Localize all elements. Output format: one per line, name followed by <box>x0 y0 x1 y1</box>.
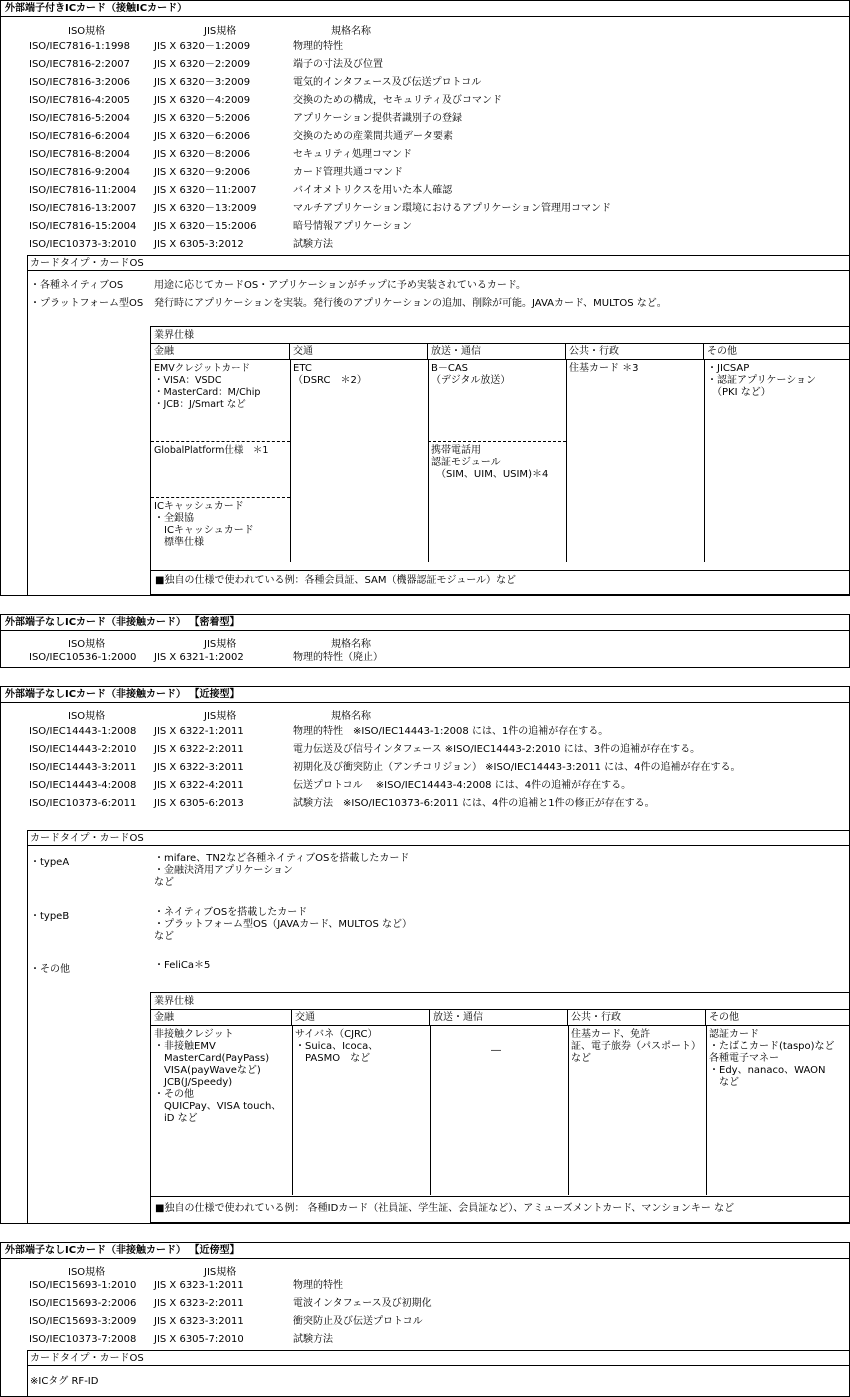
iso-code: ISO/IEC7816-6:2004 <box>29 131 131 142</box>
card-type-label: ・各種ネイティブOS <box>30 280 124 291</box>
section-contact-ic-card <box>0 0 850 596</box>
iso-code: ISO/IEC14443-2:2010 <box>29 744 137 755</box>
standard-name: 物理的特性（廃止） <box>293 652 383 663</box>
industry-spec-table <box>150 992 850 1223</box>
ic-tag-note: ※ICタグ RF-ID <box>30 1376 99 1387</box>
standard-name: 端子の寸法及び位置 <box>293 59 383 70</box>
finance-contactless-credit: 非接触クレジット ・非接触EMV MasterCard(PayPass) VISA(payWaveなど) JCB(J/Speedy) ・その他 QUICPay、VISA touch、 iD など <box>154 1029 282 1124</box>
standard-name: 交換のための産業間共通データ要素 <box>293 131 453 142</box>
broadcast-bcas: B－CAS （デジタル放送） <box>431 363 511 386</box>
section-title: 外部端子なしICカード（非接触カード） 【近接型】 <box>1 687 849 703</box>
iso-code: ISO/IEC7816-4:2005 <box>29 95 131 106</box>
standard-name: 物理的特性 <box>293 1280 343 1291</box>
jis-code: JIS X 6320－9:2006 <box>154 167 251 178</box>
iso-code: ISO/IEC15693-3:2009 <box>29 1316 137 1327</box>
name-col-header: 規格名称 <box>331 711 371 722</box>
card-type-desc: 発行時にアプリケーションを実装。発行後のアプリケーションの追加、削除が可能。JAVAカード、MULTOS など。 <box>154 298 667 309</box>
industry-spec-title: 業界仕様 <box>151 993 849 1010</box>
jis-code: JIS X 6322-2:2011 <box>154 744 244 755</box>
col-other: その他 <box>709 1012 739 1023</box>
section-title: 外部端子なしICカード（非接触カード） 【近傍型】 <box>1 1243 849 1259</box>
finance-globalplatform: GlobalPlatform仕様 ＊1 <box>154 445 269 456</box>
jis-col-header: JIS規格 <box>204 711 237 722</box>
jis-code: JIS X 6320－1:2009 <box>154 41 251 52</box>
other-auth-emoney: 認証カード ・たばこカード(taspo)など 各種電子マネー ・Edy、nanaco、WAON など <box>709 1029 835 1088</box>
jis-code: JIS X 6320－13:2009 <box>154 203 257 214</box>
jis-col-header: JIS規格 <box>204 639 237 650</box>
card-type-os-panel <box>27 255 850 595</box>
col-broadcast: 放送・通信 <box>428 344 566 359</box>
card-type-desc: ・mifare、TN2など各種ネイティブOSを搭載したカード ・金融決済用アプリケーション など <box>154 853 410 888</box>
iso-code: ISO/IEC7816-11:2004 <box>29 185 137 196</box>
iso-code: ISO/IEC7816-2:2007 <box>29 59 131 70</box>
standard-name: 衝突防止及び伝送プロトコル <box>293 1316 423 1327</box>
iso-code: ISO/IEC7816-1:1998 <box>29 41 131 52</box>
broadcast-none: ― <box>491 1045 501 1056</box>
standard-name: カード管理共通コマンド <box>293 167 403 178</box>
col-transport: 交通 <box>290 344 428 359</box>
card-type-os-header: カードタイプ・カードOS <box>28 831 850 846</box>
standard-name: 初期化及び衝突防止（アンチコリジョン） ※ISO/IEC14443-3:2011 には、4件の追補が存在する。 <box>293 762 741 773</box>
section-contactless-vicinity <box>0 1242 850 1397</box>
standard-name: アプリケーション提供者識別子の登録 <box>293 113 462 124</box>
jis-code: JIS X 6322-1:2011 <box>154 726 244 737</box>
jis-code: JIS X 6320－6:2006 <box>154 131 251 142</box>
iso-code: ISO/IEC14443-1:2008 <box>29 726 137 737</box>
jis-code: JIS X 6321-1:2002 <box>154 652 244 663</box>
card-type-desc: ・ネイティブOSを搭載したカード ・プラットフォーム型OS（JAVAカード、MULTOS など） など <box>154 907 412 942</box>
jis-code: JIS X 6320－15:2006 <box>154 221 257 232</box>
jis-code: JIS X 6320－11:2007 <box>154 185 257 196</box>
jis-code: JIS X 6323-1:2011 <box>154 1280 244 1291</box>
jis-code: JIS X 6320－4:2009 <box>154 95 251 106</box>
jis-code: JIS X 6322-4:2011 <box>154 780 244 791</box>
standard-name: 物理的特性 ※ISO/IEC14443-1:2008 には、1件の追補が存在する。 <box>293 726 609 737</box>
col-broadcast: 放送・通信 <box>430 1010 568 1025</box>
iso-code: ISO/IEC7816-8:2004 <box>29 149 131 160</box>
card-type-label: ・プラットフォーム型OS <box>30 298 144 309</box>
col-transport: 交通 <box>292 1010 430 1025</box>
card-type-os-panel <box>27 1350 850 1397</box>
standard-name: 物理的特性 <box>293 41 343 52</box>
transport-etc: ETC （DSRC ＊2） <box>293 363 367 386</box>
card-type-desc: 用途に応じてカードOS・アプリケーションがチップに予め実装されているカード。 <box>154 280 527 291</box>
jis-col-header: JIS規格 <box>204 26 237 37</box>
standard-name: 伝送プロトコル ※ISO/IEC14443-4:2008 には、4件の追補が存在する。 <box>293 780 632 791</box>
iso-code: ISO/IEC10373-7:2008 <box>29 1334 137 1345</box>
iso-code: ISO/IEC15693-1:2010 <box>29 1280 137 1291</box>
col-finance: 金融 <box>151 1010 292 1025</box>
card-type-label: ・その他 <box>30 964 70 975</box>
industry-spec-columns <box>151 344 849 360</box>
iso-col-header: ISO規格 <box>68 711 106 722</box>
jis-code: JIS X 6305-3:2012 <box>154 239 244 250</box>
jis-code: JIS X 6323-2:2011 <box>154 1298 244 1309</box>
card-type-label: ・typeA <box>30 857 70 868</box>
industry-spec-title: 業界仕様 <box>151 327 849 344</box>
iso-code: ISO/IEC7816-5:2004 <box>29 113 131 124</box>
iso-code: ISO/IEC10373-6:2011 <box>29 798 137 809</box>
card-type-os-header: カードタイプ・カードOS <box>28 256 850 271</box>
col-other: その他 <box>707 346 737 357</box>
iso-col-header: ISO規格 <box>68 26 106 37</box>
other-jicsap: ・JICSAP ・認証アプリケーション （PKI など） <box>707 363 816 398</box>
jis-code: JIS X 6320－3:2009 <box>154 77 251 88</box>
iso-code: ISO/IEC7816-9:2004 <box>29 167 131 178</box>
name-col-header: 規格名称 <box>331 26 371 37</box>
card-type-desc: ・FeliCa＊5 <box>154 960 211 971</box>
standard-name: 電波インタフェース及び初期化 <box>293 1298 432 1309</box>
iso-code: ISO/IEC7816-15:2004 <box>29 221 137 232</box>
iso-code: ISO/IEC14443-4:2008 <box>29 780 137 791</box>
jis-code: JIS X 6323-3:2011 <box>154 1316 244 1327</box>
standard-name: 電気的インタフェース及び伝送プロトコル <box>293 77 482 88</box>
transport-cybernet: サイバネ（CJRC） ・Suica、Icoca、 PASMO など <box>295 1029 379 1064</box>
iso-col-header: ISO規格 <box>68 1267 106 1278</box>
standard-name: 試験方法 ※ISO/IEC10373-6:2011 には、4件の追補と1件の修正が存在する。 <box>293 798 655 809</box>
jis-code: JIS X 6305-6:2013 <box>154 798 244 809</box>
iso-code: ISO/IEC15693-2:2006 <box>29 1298 137 1309</box>
iso-code: ISO/IEC7816-13:2007 <box>29 203 137 214</box>
col-public: 公共・行政 <box>566 344 704 359</box>
public-juki-card: 住基カード ＊3 <box>569 363 639 374</box>
broadcast-mobile-auth: 携帯電話用 認証モジュール （SIM、UIM、USIM)＊4 <box>431 445 549 480</box>
finance-ic-cash-card: ICキャッシュカード ・全銀協 ICキャッシュカード 標準仕様 <box>154 501 254 548</box>
col-finance: 金融 <box>151 344 290 359</box>
jis-code: JIS X 6320－8:2006 <box>154 149 251 160</box>
card-type-os-header: カードタイプ・カードOS <box>28 1351 850 1366</box>
proprietary-note: ■独自の仕様で使われている例： 各種IDカード（社員証、学生証、会員証など）、アミューズメントカード、マンションキー など <box>151 1196 849 1221</box>
iso-code: ISO/IEC7816-3:2006 <box>29 77 131 88</box>
standard-name: セキュリティ処理コマンド <box>293 149 412 160</box>
iso-code: ISO/IEC10536-1:2000 <box>29 652 137 663</box>
card-type-os-panel <box>27 830 850 1223</box>
section-title: 外部端子付きICカード（接触ICカード） <box>1 1 849 17</box>
standard-name: バイオメトリクスを用いた本人確認 <box>293 185 453 196</box>
section-contactless-proximity <box>0 686 850 1224</box>
finance-emv: EMVクレジットカード ・VISA：VSDC ・MasterCard：M/Chip ・JCB：J/Smart など <box>154 363 261 410</box>
card-type-label: ・typeB <box>30 911 70 922</box>
standard-name: 交換のための構成，セキュリティ及びコマンド <box>293 95 502 106</box>
name-col-header: 規格名称 <box>331 639 371 650</box>
industry-spec-table <box>150 326 850 595</box>
jis-code: JIS X 6320－5:2006 <box>154 113 251 124</box>
standard-name: 電力伝送及び信号インタフェース ※ISO/IEC14443-2:2010 には、3件の追補が存在する。 <box>293 744 701 755</box>
public-juki-license-passport: 住基カード、免許 証、電子旅券（パスポート） など <box>571 1029 701 1064</box>
section-contactless-close-coupling <box>0 614 850 668</box>
jis-code: JIS X 6322-3:2011 <box>154 762 244 773</box>
jis-code: JIS X 6320－2:2009 <box>154 59 251 70</box>
iso-col-header: ISO規格 <box>68 639 106 650</box>
jis-col-header: JIS規格 <box>204 1267 237 1278</box>
jis-code: JIS X 6305-7:2010 <box>154 1334 244 1345</box>
standard-name: 試験方法 <box>293 239 333 250</box>
proprietary-note: ■独自の仕様で使われている例：各種会員証、SAM（機器認証モジュール）など <box>151 570 849 591</box>
industry-spec-columns <box>151 1010 849 1026</box>
col-public: 公共・行政 <box>568 1010 706 1025</box>
standard-name: 暗号情報アプリケーション <box>293 221 412 232</box>
standard-name: 試験方法 <box>293 1334 333 1345</box>
section-title: 外部端子なしICカード（非接触カード） 【密着型】 <box>1 615 849 631</box>
standard-name: マルチアプリケーション環境におけるアプリケーション管理用コマンド <box>293 203 611 214</box>
iso-code: ISO/IEC14443-3:2011 <box>29 762 137 773</box>
iso-code: ISO/IEC10373-3:2010 <box>29 239 137 250</box>
